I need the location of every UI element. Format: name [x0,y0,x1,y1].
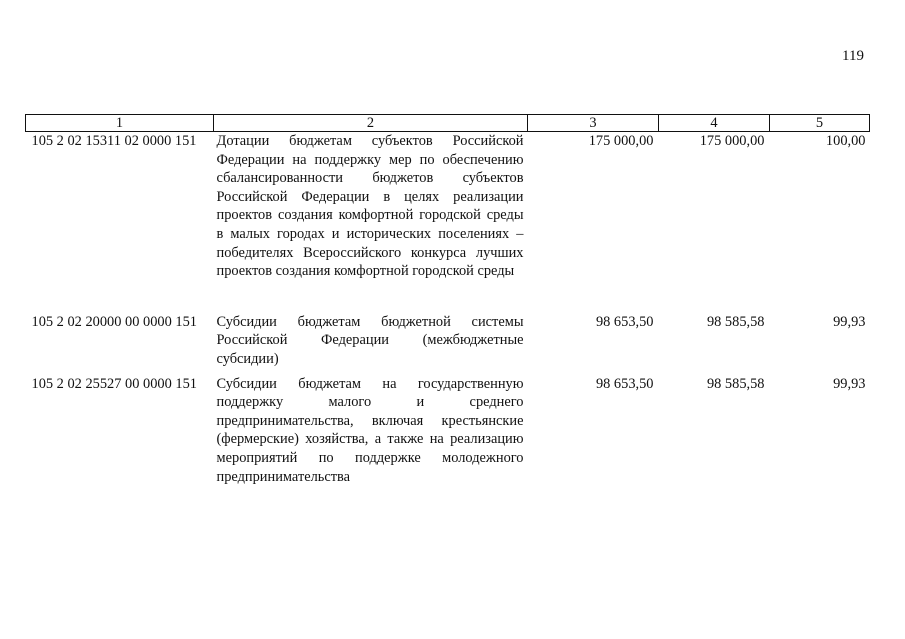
column-header-1: 1 [26,115,214,132]
value-column-5: 100,00 [825,133,866,149]
item-description: Субсидии бюджетам на государственную поддержку малого и среднего предпринимательства, включая крестьянские (фермерские) хозяйства, а также на реализацию мероприятий по поддержке молодежного предпринимательства [216,375,524,485]
value-column-4: 175 000,00 [699,133,765,149]
table-header [26,115,870,132]
column-header-5: 5 [770,115,870,132]
column-header-3: 3 [528,115,659,132]
page-number: 119 [842,48,864,64]
value-column-3: 175 000,00 [588,133,654,149]
table-row [26,313,870,375]
value-column-4: 98 585,58 [706,375,765,392]
table-row [26,375,870,487]
value-column-3: 98 653,50 [595,313,654,330]
budget-code: 105 2 02 25527 00 0000 151 [31,375,197,392]
budget-table [25,114,870,486]
table-row [26,132,870,313]
table-body [26,132,870,487]
budget-code: 105 2 02 15311 02 0000 151 [31,133,197,149]
budget-code: 105 2 02 20000 00 0000 151 [31,313,197,330]
column-header-2: 2 [214,115,528,132]
value-column-4: 98 585,58 [706,313,765,330]
column-header-4: 4 [659,115,770,132]
value-column-5: 99,93 [833,313,866,330]
value-column-5: 99,93 [833,375,866,392]
header-row [26,115,870,132]
item-description: Субсидии бюджетам бюджетной системы Российской Федерации (межбюджетные субсидии) [216,313,524,367]
value-column-3: 98 653,50 [595,375,654,392]
item-description: Дотации бюджетам субъектов Российской Федерации на поддержку мер по обеспечению сбалансированности бюджетов субъектов Российской Федерации в целях реализации проектов создания комфортной городской среды в малых городах и исторических поселениях – победителях Всероссийского конкурса лучших проектов создания комфортной городской среды [216,133,524,280]
